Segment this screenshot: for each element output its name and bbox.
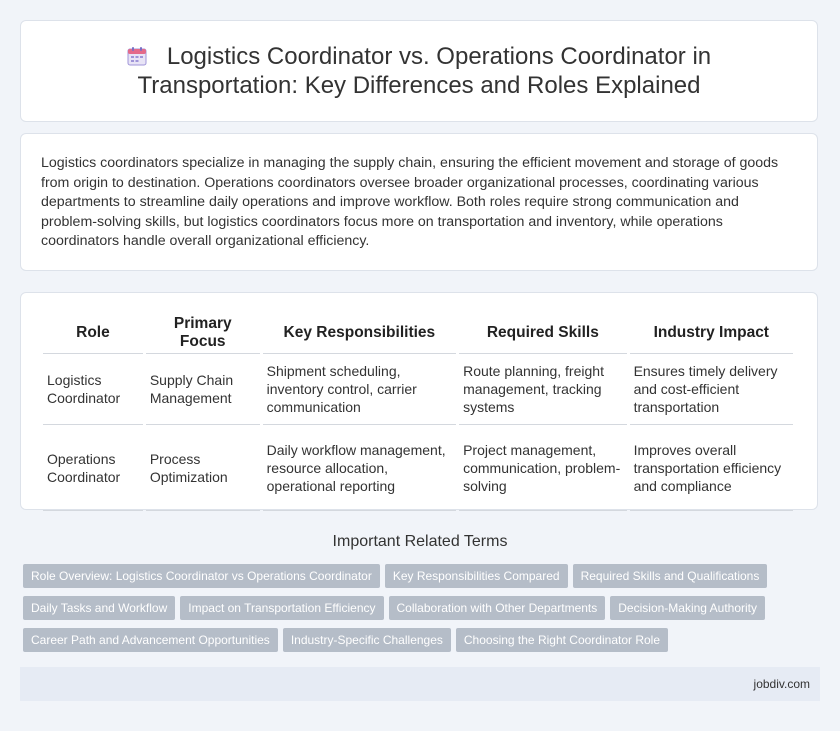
tag-industry-challenges[interactable]: Industry-Specific Challenges — [283, 628, 451, 652]
table-header-row — [43, 313, 793, 354]
table-cell: Logistics Coordinator — [43, 354, 143, 425]
tag-required-skills[interactable]: Required Skills and Qualifications — [573, 564, 768, 588]
table-cell: Supply Chain Management — [146, 354, 260, 425]
related-terms-title: Important Related Terms — [332, 533, 508, 550]
tag-role-overview[interactable]: Role Overview: Logistics Coordinator vs Operations Coordinator — [23, 564, 380, 588]
table-cell: Project management, communication, problem-solving — [459, 425, 626, 511]
table-cell: Ensures timely delivery and cost-efficient transportation — [630, 354, 793, 425]
tag-career-path[interactable]: Career Path and Advancement Opportunities — [23, 628, 278, 652]
table-cell: Shipment scheduling, inventory control, carrier communication — [263, 354, 456, 425]
related-terms-tags — [23, 564, 813, 660]
page-title: Logistics Coordinator vs. Operations Coordinator in Transportation: Key Differences and Roles Explained — [137, 43, 712, 99]
header-industry-impact: Industry Impact — [630, 313, 793, 354]
title-card — [20, 20, 818, 122]
tag-key-responsibilities[interactable]: Key Responsibilities Compared — [385, 564, 568, 588]
footer — [20, 667, 820, 701]
table-cell: Route planning, freight management, tracking systems — [459, 354, 626, 425]
footer-site-link[interactable]: jobdiv.com — [753, 677, 810, 691]
table-cell: Operations Coordinator — [43, 425, 143, 511]
tag-collaboration[interactable]: Collaboration with Other Departments — [389, 596, 606, 620]
comparison-table — [40, 313, 796, 511]
tag-transportation-efficiency[interactable]: Impact on Transportation Efficiency — [180, 596, 383, 620]
intro-paragraph: Logistics coordinators specialize in managing the supply chain, ensuring the efficient movement and storage of goods from origin to destination. Operations coordinators oversee broader organizational processes, coordinating various departments to streamline daily operations and improve workflow. Both roles require strong communication and problem-solving skills, but logistics coordinators focus more on transportation and inventory, while operations coordinators handle overall organizational efficiency. — [41, 155, 779, 250]
comparison-table-card — [20, 292, 818, 510]
header-role: Role — [43, 313, 143, 354]
header-key-responsibilities: Key Responsibilities — [263, 313, 456, 354]
table-cell: Process Optimization — [146, 425, 260, 511]
tag-decision-making[interactable]: Decision-Making Authority — [610, 596, 765, 620]
tag-choosing-role[interactable]: Choosing the Right Coordinator Role — [456, 628, 668, 652]
page-title-wrap — [99, 42, 739, 100]
tag-daily-tasks[interactable]: Daily Tasks and Workflow — [23, 596, 175, 620]
table-row — [43, 354, 793, 425]
header-required-skills: Required Skills — [459, 313, 626, 354]
table-row — [43, 425, 793, 511]
header-primary-focus: Primary Focus — [146, 313, 260, 354]
table-cell: Improves overall transportation efficiency and compliance — [630, 425, 793, 511]
intro-card — [20, 133, 818, 271]
calendar-icon — [127, 44, 147, 64]
table-cell: Daily workflow management, resource allocation, operational reporting — [263, 425, 456, 511]
